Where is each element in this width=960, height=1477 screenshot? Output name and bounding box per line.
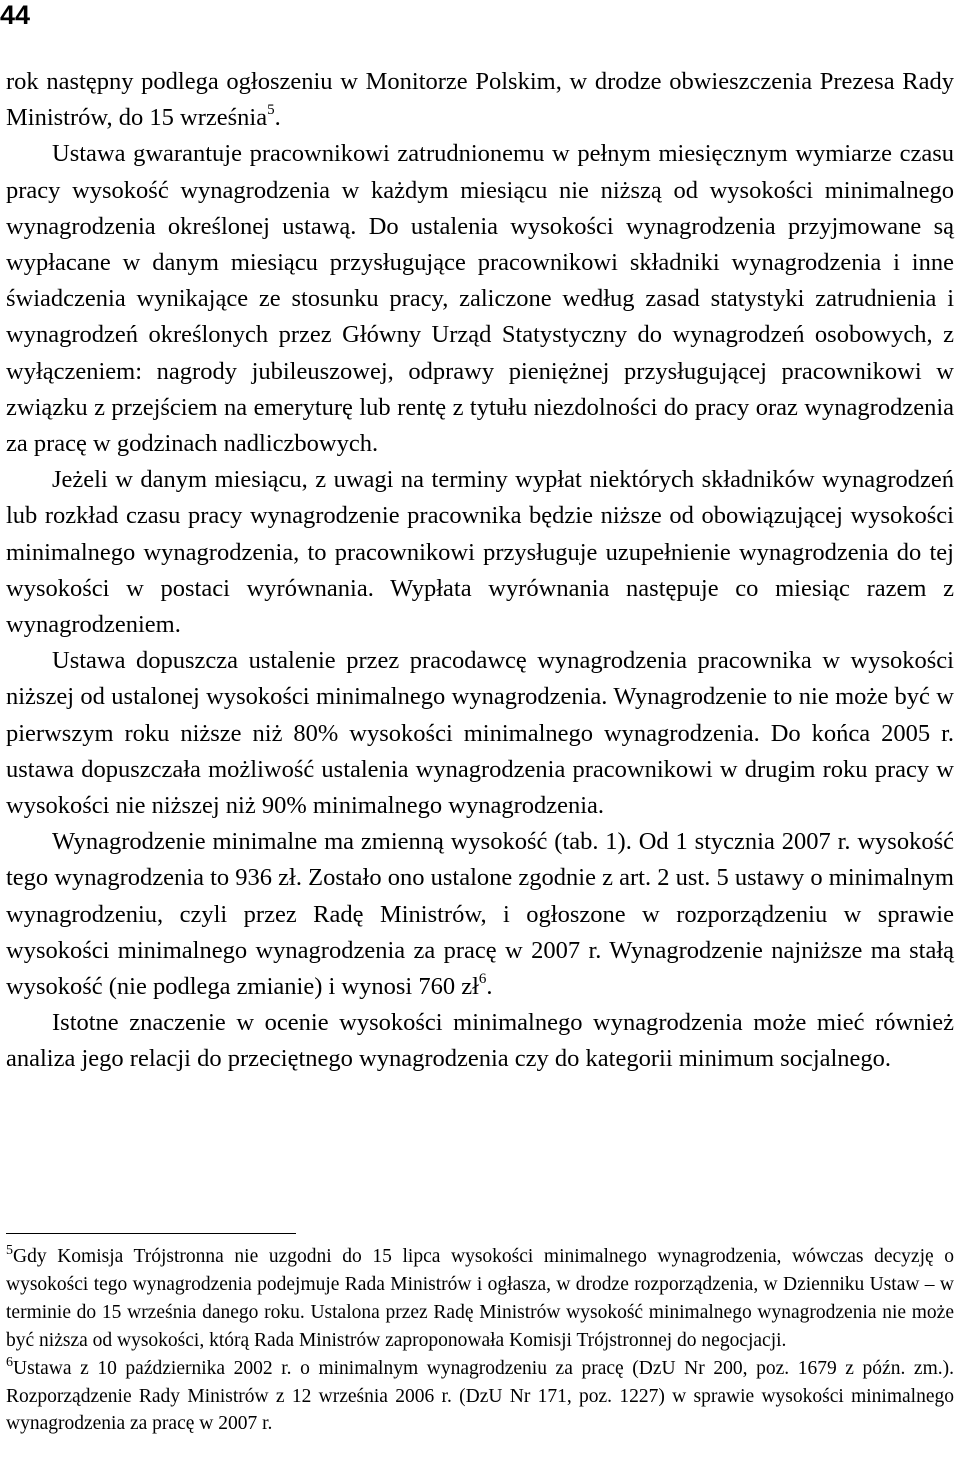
footnote-6-text: Ustawa z 10 października 2002 r. o minimalnym wynagrodzeniu za pracę (DzU Nr 200, poz. 1679 z późn. zm.). Rozporządzenie Rady Ministrów z 12 września 2006 r. (DzU Nr 171, poz. 1227) w sprawie wysokości minimalnego wynagrodzenia za pracę w 2007 r. (6, 1357, 954, 1435)
page-number: 44 (0, 0, 31, 30)
paragraph-5-text: Wynagrodzenie minimalne ma zmienną wysokość (tab. 1). Od 1 stycznia 2007 r. wysokość tego wynagrodzenia to 936 zł. Zostało ono ustalone zgodnie z art. 2 ust. 5 ustawy o minimalnym wynagrodzeniu, czyli przez Radę Ministrów, i ogłoszone w rozporządzeniu w sprawie wysokości minimalnego wynagrodzenia za pracę w 2007 r. Wynagrodzenie najniższe ma stałą wysokość (nie podlega zmianie) i wynosi 760 zł (6, 828, 954, 1001)
footnote-ref-6: 6 (478, 971, 487, 988)
paragraph-2: Ustawa gwarantuje pracownikowi zatrudnionemu w pełnym miesięcznym wymiarze czasu pracy wysokość wynagrodzenia w każdym miesiącu nie niższą od wysokości minimalnego wynagrodzenia określonej ustawą. Do ustalenia wysokości wynagrodzenia przyjmowane są wypłacane w danym miesiącu przysługujące pracownikowi składniki wynagrodzenia i inne świadczenia wynikające ze stosunku pracy, zaliczone według zasad statystyki zatrudnienia i wynagrodzeń określonych przez Główny Urząd Statystyczny do wynagrodzeń osobowych, z wyłączeniem: nagrody jubileuszowej, odprawy pieniężnej przysługującej pracownikowi w związku z przejściem na emeryturę lub rentę z tytułu niezdolności do pracy oraz wynagrodzenia za pracę w godzinach nadliczbowych. (6, 140, 954, 458)
footnote-6 (6, 1355, 954, 1439)
paragraph-6: Istotne znaczenie w ocenie wysokości minimalnego wynagrodzenia może mieć również analiza jego relacji do przeciętnego wynagrodzenia czy do kategorii minimum socjalnego. (6, 1009, 954, 1073)
paragraph-4: Ustawa dopuszcza ustalenie przez pracodawcę wynagrodzenia pracownika w wysokości niższej od ustalonej wysokości minimalnego wynagrodzenia. Wynagrodzenie to nie może być w pierwszym roku niższe niż 80% wysokości minimalnego wynagrodzenia. Do końca 2005 r. ustawa dopuszczała możliwość ustalenia wynagrodzenia pracownikowi w drugim roku pracy w wysokości nie niższej niż 90% minimalnego wynagrodzenia. (6, 647, 954, 820)
footnote-divider (6, 1233, 296, 1234)
paragraph-1-end: . (274, 104, 281, 132)
footnote-ref-5: 5 (267, 102, 275, 119)
paragraph-1 (6, 64, 954, 136)
paragraph-5 (6, 824, 954, 1005)
paragraph-5-end: . (486, 973, 493, 1001)
footnote-5-text: Gdy Komisja Trójstronna nie uzgodni do 15 lipca wysokości minimalnego wynagrodzenia, wówczas decyzję o wysokości tego wynagrodzenia podejmuje Rada Ministrów i ogłasza, w drodze rozporządzenia, w Dzienniku Ustaw – w terminie do 15 września danego roku. Ustalona przez Radę Ministrów wysokość minimalnego wynagrodzenia nie może być niższa od wysokości, którą Rada Ministrów zaproponowała Komisji Trójstronnej do negocjacji. (6, 1246, 954, 1351)
body-text (6, 64, 954, 1078)
paragraph-3: Jeżeli w danym miesiącu, z uwagi na terminy wypłat niektórych składników wynagrodzeń lub rozkład czasu pracy wynagrodzenie pracownika będzie niższe od obowiązującej wysokości minimalnego wynagrodzenia, to pracownikowi przysługuje uzupełnienie wynagrodzenia do tej wysokości w postaci wyrównania. Wypłata wyrównania następuje co miesiąc razem z wynagrodzeniem. (6, 466, 954, 639)
footnote-5 (6, 1243, 954, 1355)
footnote-6-mark: 6 (6, 1354, 13, 1370)
footnote-5-mark: 5 (6, 1243, 13, 1258)
paragraph-1-text: rok następny podlega ogłoszeniu w Monitorze Polskim, w drodze obwieszczenia Prezesa Rady Ministrów, do 15 września (6, 68, 954, 132)
footnotes (6, 1243, 954, 1438)
